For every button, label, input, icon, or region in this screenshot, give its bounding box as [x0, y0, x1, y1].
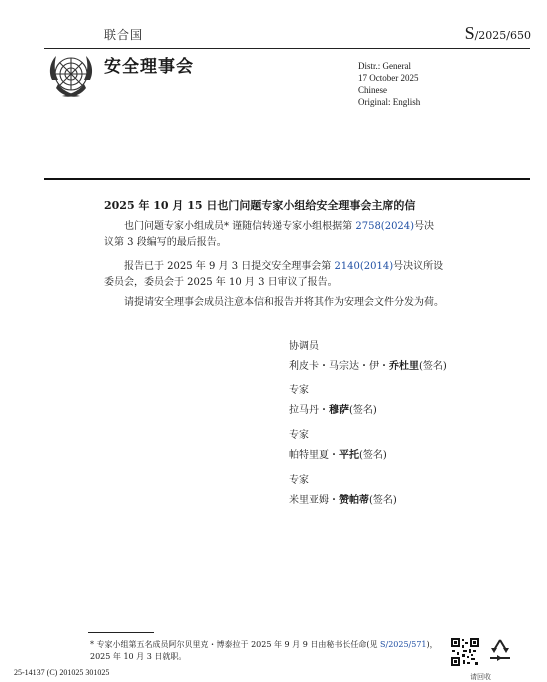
security-council-title: 安全理事会	[104, 57, 194, 77]
signatory-role: 专家	[289, 475, 309, 486]
original-language: Original: English	[358, 97, 421, 107]
un-emblem-icon	[44, 50, 98, 104]
signatory-surname: 赞帕蒂	[339, 495, 369, 506]
signatory-name: 利皮卡・马宗达・伊・	[289, 361, 389, 372]
signatory-surname: 穆萨	[329, 405, 349, 416]
footnote	[90, 639, 440, 663]
qr-code-icon	[451, 638, 479, 666]
signatory-name: 帕特里夏・	[289, 450, 339, 461]
resolution-link-2140[interactable]: 2140(2014)	[334, 261, 394, 272]
signatory-expert-1	[289, 384, 377, 418]
signatory-role: 专家	[289, 430, 309, 441]
document-symbol	[465, 23, 531, 44]
issue-date: 17 October 2025	[358, 73, 419, 83]
organization-name: 联合国	[104, 28, 144, 42]
symbol-letter: S	[464, 23, 475, 43]
paragraph-1	[104, 219, 444, 251]
signatory-name: 拉马丹・	[289, 405, 329, 416]
symbol-number: /2025/650	[474, 29, 531, 42]
signatory-role: 专家	[289, 385, 309, 396]
paragraph-3: 请提请安全理事会成员注意本信和报告并将其作为安理会文件分发为荷。	[124, 297, 444, 308]
signed-note: (签名)	[369, 495, 397, 506]
signatory-surname: 乔杜里	[389, 361, 419, 372]
recycle-note: 请回收	[470, 673, 491, 681]
letter-title: 2025 年 10 月 15 日也门问题专家小组给安全理事会主席的信	[104, 199, 416, 212]
recycle-icon	[485, 636, 515, 666]
signed-note: (签名)	[349, 405, 377, 416]
signatory-expert-3	[289, 474, 397, 508]
signatory-name: 米里亚姆・	[289, 495, 339, 506]
title-rule	[44, 178, 530, 180]
document-number: 25-14137 (C) 201025 301025	[14, 668, 110, 677]
signatory-role: 协调员	[289, 341, 319, 352]
paragraph-1-text: 也门问题专家小组成员* 谨随信转递专家小组根据第	[124, 221, 356, 232]
header-rule	[44, 48, 530, 49]
footnote-rule	[88, 632, 154, 633]
paragraph-2	[104, 259, 444, 291]
distribution-block	[358, 60, 420, 108]
signed-note: (签名)	[419, 361, 447, 372]
paragraph-2-text: 报告已于 2025 年 9 月 3 日提交安全理事会第	[124, 261, 335, 272]
distribution: Distr.: General	[358, 61, 411, 71]
paragraph-2-text-end: 号决议所设委员会，委员会于 2025 年 10 月 3 日审议了报告。	[104, 261, 444, 288]
signed-note: (签名)	[359, 450, 387, 461]
signatory-coordinator	[289, 340, 447, 374]
footnote-text-end: )，2025 年 10 月 3 日就职。	[90, 640, 438, 661]
language: Chinese	[358, 85, 387, 95]
resolution-link-2758[interactable]: 2758(2024)	[355, 221, 415, 232]
signatory-expert-2	[289, 429, 387, 463]
footnote-text: * 专家小组第五名成员阿尔贝里克・博泰拉于 2025 年 9 月 9 日由秘书长任命(见	[90, 640, 381, 649]
signatory-surname: 平托	[339, 450, 359, 461]
paragraph-1-text-end: 号决议第 3 段编写的最后报告。	[104, 221, 435, 248]
footnote-link[interactable]: S/2025/571	[380, 640, 427, 649]
